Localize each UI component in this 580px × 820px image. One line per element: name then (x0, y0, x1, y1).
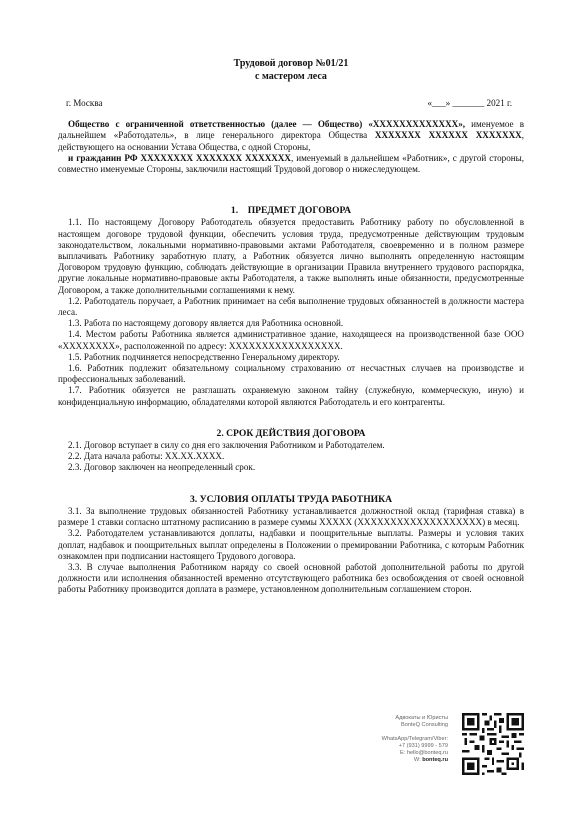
document-subtitle: с мастером леса (255, 70, 327, 82)
law-firm-footer (382, 713, 532, 783)
director-name: XXXXXXX XXXXXX XXXXXXX (374, 130, 522, 141)
clause-1-5: 1.5. Работник подчиняется непосредственно Генеральному директору. (68, 351, 340, 362)
employer-text-end: , действующего на основании Устава Общества, с одной Стороны, (58, 130, 524, 152)
clause-1-6: 1.6. Работник подлежит обязательному социальному страхованию от несчастных случаев на производстве и профессиональных заболеваний. (58, 363, 524, 385)
footer-firm-type: Адвокаты и Юристы (395, 715, 448, 721)
clause-3-3: 3.3. В случае выполнения Работником наряду со своей основной работой дополнительной работы по другой должности или исполнения обязанностей временно отсутствующего работника без освобождения от своей основной работы Работнику производится доплата в размере, установленном дополнительным соглашением сторон. (58, 561, 524, 595)
place-date-row (58, 98, 524, 109)
document-title-block (58, 58, 524, 83)
clause-3-1: 3.1. За выполнение трудовых обязанностей Работнику устанавливается должностной оклад (тарифная ставка) в размере 1 ставки согласно штатному расписанию в размере суммы XXXXX (XXXXXXXXXXXXXXXXXXX) в месяц. (58, 505, 524, 528)
preamble-employer (58, 119, 524, 153)
clause-1-3: 1.3. Работа по настоящему договору является для Работника основной. (68, 318, 344, 329)
clause-2-2: 2.2. Дата начала работы: XX.XX.XXXX. (68, 451, 225, 462)
document-title: Трудовой договор №01/21 (233, 58, 349, 69)
section-heading: 1. ПРЕДМЕТ ДОГОВОРА (230, 205, 352, 217)
preamble (58, 119, 524, 175)
footer-messengers: WhatsApp/Telegram/Viber: (381, 736, 448, 743)
section-heading: 3. УСЛОВИЯ ОПЛАТЫ ТРУДА РАБОТНИКА (189, 493, 393, 505)
footer-email[interactable]: E: hello@bonteq.ru (400, 750, 448, 757)
qr-code-icon (462, 713, 524, 775)
section-payment (58, 494, 524, 596)
preamble-employee (58, 153, 524, 175)
clause-1-1: 1.1. По настоящему Договору Работодатель обязуется предоставить Работнику работу по обусловленной в настоящем договоре трудовой функции, обеспечить условия труда, предусмотренные действующим трудовым законодательством, локальными нормативно-правовыми актами Работодателя, своевременно и в полном размере выплачивать Работнику заработную плату, а Работник обязуется лично выполнять определенную настоящим Договором трудовую функцию, соблюдать действующие в организации Правила внутреннего трудового распорядка, другие локальные нормативно-правовые акты Работодателя, а также выполнять иные обязанности, предусмотренные Договором, а также дополнительными соглашениями к нему. (58, 217, 524, 295)
clause-1-4: 1.4. Местом работы Работника является административное здание, находящееся на производственной базе ООО «XXXXXXXX», расположенной по адресу: XXXXXXXXXXXXXXXXX. (58, 329, 524, 351)
section-term (58, 428, 524, 474)
clause-2-1: 2.1. Договор вступает в силу со дня его заключения Работником и Работодателем. (68, 440, 385, 451)
employer-name: Общество с ограниченной ответственностью (далее — Общество) «XXXXXXXXXXXXX», (68, 119, 466, 130)
clause-1-7: 1.7. Работник обязуется не разглашать охраняемую законом тайну (служебную, коммерческую, иную) и конфиденциальную информацию, обладателями которой являются Работодатель и его контрагенты. (58, 385, 524, 407)
employee-name: и гражданин РФ XXXXXXXX XXXXXXX XXXXXXX (68, 152, 291, 163)
clause-1-2: 1.2. Работодатель поручает, а Работник принимает на себя выполнение трудовых обязанностей в должности мастера леса. (58, 295, 524, 318)
footer-phone[interactable]: +7 (931) 9999 - 579 (398, 743, 448, 750)
employee-text: , именуемый в дальнейшем «Работник», с другой стороны, совместно именуемые Стороны, заключили настоящий Трудовой договор о нижеследующем. (58, 152, 524, 175)
section-subject (58, 205, 524, 408)
footer-firm-name: BonteQ Consulting (401, 722, 448, 729)
footer-contacts (338, 715, 448, 765)
date-label: «___» _______ 2021 г. (427, 98, 512, 108)
document-body (58, 58, 524, 609)
footer-website[interactable]: W: bonteq.ru (413, 757, 448, 764)
section-heading: 2. СРОК ДЕЙСТВИЯ ДОГОВОРА (216, 427, 366, 439)
employer-text: именуемое в дальнейшем «Работодатель», в лице генерального директора Общества (58, 119, 524, 141)
clause-2-3: 2.3. Договор заключен на неопределенный срок. (68, 462, 256, 473)
city-label: г. Москва (66, 98, 103, 108)
clause-3-2: 3.2. Работодателем устанавливаются доплаты, надбавки и поощрительные выплаты. Размеры и условия таких доплат, надбавок и поощрительных выплат определены в Положении о премировании Работника, с которым Работник ознакомлен при подписании настоящего Трудового договора. (58, 528, 524, 561)
